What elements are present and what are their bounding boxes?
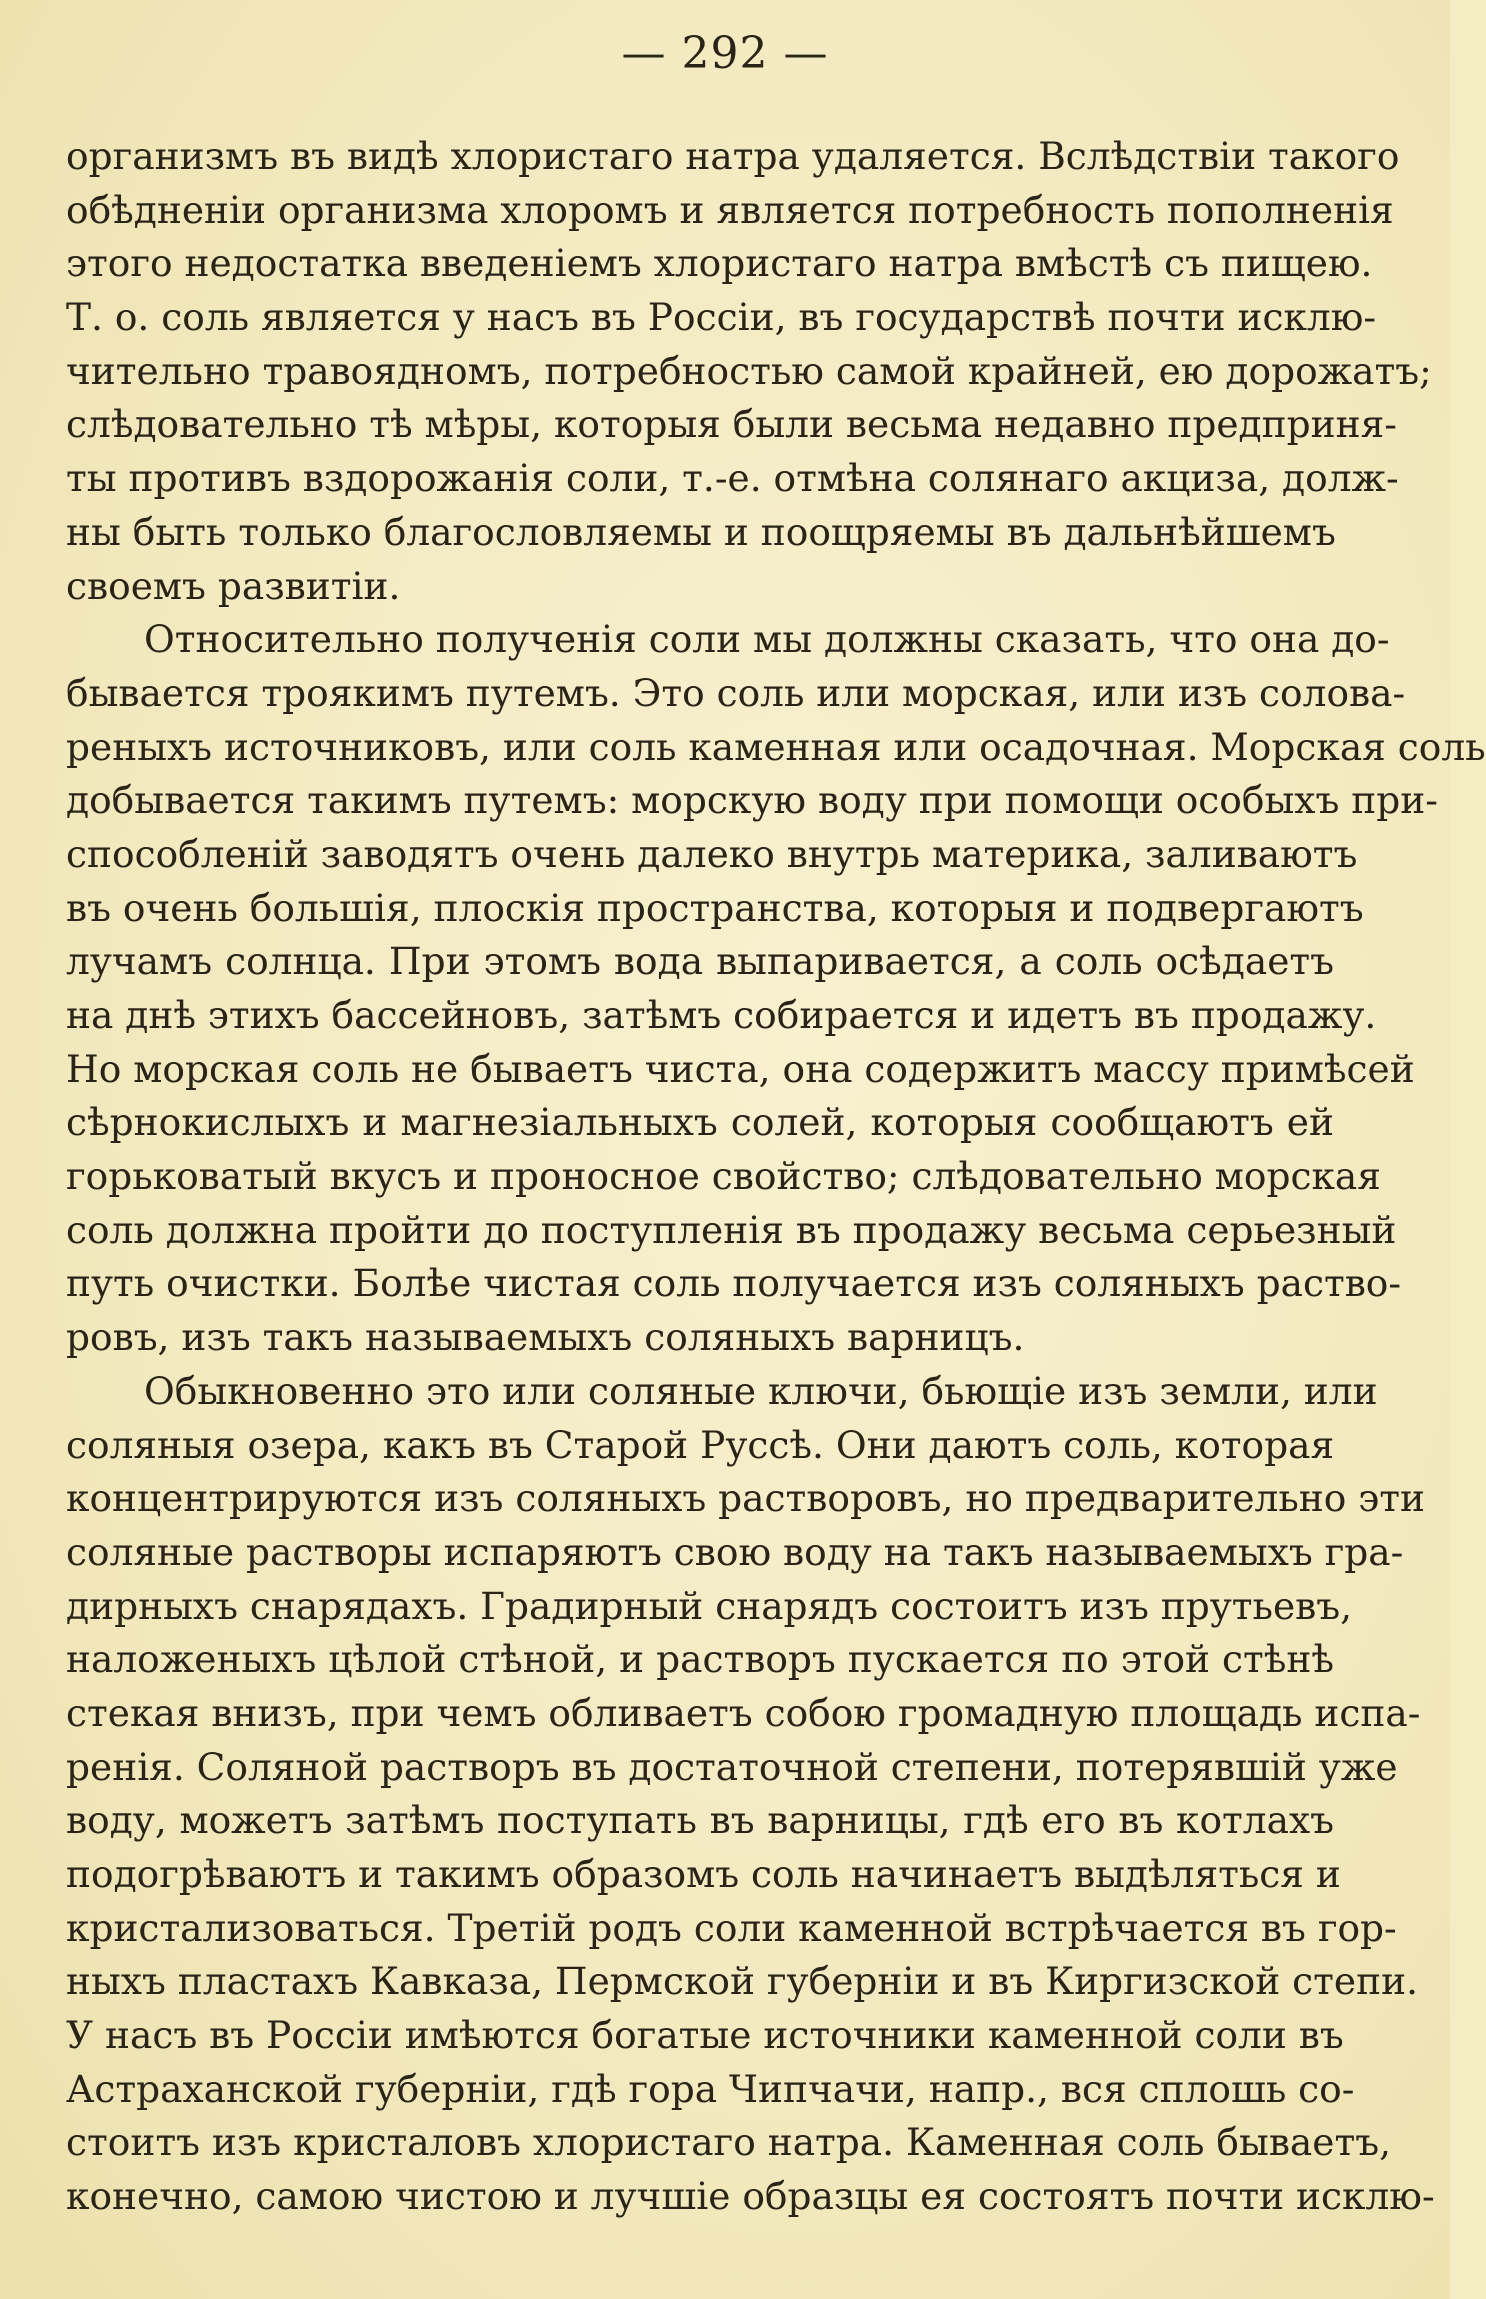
text-line: организмъ въ видѣ хлористаго натра удаляется. Вслѣдствіи такого [66, 134, 1400, 178]
text-line: стекая внизъ, при чемъ обливаетъ собою громадную площадь испа- [66, 1690, 1421, 1735]
text-line: въ очень большія, плоскія пространства, которыя и подвергаютъ [66, 885, 1364, 930]
text-line: ты противъ вздорожанія соли, т.-е. отмѣна солянаго акциза, долж- [66, 456, 1399, 501]
text-line: способленій заводятъ очень далеко внутрь материка, заливаютъ [66, 831, 1358, 876]
text-line: подогрѣваютъ и такимъ образомъ соль начинаетъ выдѣляться и [66, 1852, 1341, 1896]
text-line: лучамъ солнца. При этомъ вода выпаривается, а соль осѣдаетъ [66, 939, 1334, 984]
text-line: горьковатый вкусъ и проносное свойство; слѣдовательно морская [66, 1154, 1381, 1199]
text-line: наложеныхъ цѣлой стѣной, и растворъ пускается по этой стѣнѣ [66, 1637, 1334, 1682]
text-line: стоитъ изъ кристаловъ хлористаго натра. Каменная соль бываетъ, [66, 2120, 1392, 2165]
paragraph-first-line: Относительно полученія соли мы должны сказать, что она до- [144, 617, 1390, 662]
text-line: этого недостатка введеніемъ хлористаго натра вмѣстѣ съ пищею. [66, 241, 1373, 286]
text-line: Астраханской губерніи, гдѣ гора Чипчачи, напр., вся сплошь со- [66, 2066, 1355, 2111]
text-line: бывается троякимъ путемъ. Это соль или морская, или изъ солова- [66, 670, 1406, 715]
text-line: ренія. Соляной растворъ въ достаточной степени, потерявшій уже [66, 1744, 1398, 1789]
text-line: Но морская соль не бываетъ чиста, она содержитъ массу примѣсей [66, 1046, 1415, 1091]
text-line: своемъ развитіи. [66, 563, 401, 608]
page-number: — 292 — [621, 28, 829, 79]
text-line: дирныхъ снарядахъ. Градирный снарядъ состоитъ изъ прутьевъ, [66, 1583, 1353, 1628]
text-line: У насъ въ Россіи имѣются богатые источники каменной соли въ [66, 2013, 1344, 2058]
paragraph-first-line: Обыкновенно это или соляные ключи, бьющіе изъ земли, или [144, 1368, 1378, 1413]
text-line: воду, можетъ затѣмъ поступать въ варницы, гдѣ его въ котлахъ [66, 1798, 1334, 1843]
text-line: слѣдовательно тѣ мѣры, которыя были весьма недавно предприня- [66, 402, 1397, 447]
text-line: Т. о. соль является у насъ въ Россіи, въ государствѣ почти исклю- [66, 295, 1377, 340]
text-line: добывается такимъ путемъ: морскую воду при помощи особыхъ при- [66, 778, 1438, 823]
text-line: ны быть только благословляемы и поощряемы въ дальнѣйшемъ [66, 509, 1336, 554]
text-line: чительно травоядномъ, потребностью самой крайней, ею дорожатъ; [66, 348, 1432, 393]
text-line: конечно, самою чистою и лучшіе образцы ея состоятъ почти исклю- [66, 2174, 1435, 2219]
text-line: реныхъ источниковъ, или соль каменная или осадочная. Морская соль [66, 724, 1486, 769]
text-line: концентрируются изъ соляныхъ растворовъ, но предварительно эти [66, 1476, 1425, 1521]
text-line: ровъ, изъ такъ называемыхъ соляныхъ варницъ. [66, 1315, 1025, 1360]
text-line: ныхъ пластахъ Кавказа, Пермской губерніи и въ Киргизской степи. [66, 1959, 1418, 2004]
text-line: обѣдненіи организма хлоромъ и является потребность пополненія [66, 187, 1394, 232]
text-line: путь очистки. Болѣе чистая соль получается изъ соляныхъ раство- [66, 1261, 1402, 1306]
text-line: кристализоваться. Третій родъ соли каменной встрѣчается въ гор- [66, 1905, 1397, 1950]
body-text [66, 130, 1486, 2224]
text-line: на днѣ этихъ бассейновъ, затѣмъ собирается и идетъ въ продажу. [66, 993, 1377, 1037]
text-line: сѣрнокислыхъ и магнезіальныхъ солей, которыя сообщаютъ ей [66, 1100, 1334, 1145]
text-line: соль должна пройти до поступленія въ продажу весьма серьезный [66, 1207, 1397, 1252]
text-line: соляные растворы испаряютъ свою воду на такъ называемыхъ гра- [66, 1529, 1404, 1574]
text-line: соляныя озера, какъ въ Старой Руссѣ. Они даютъ соль, которая [66, 1422, 1335, 1467]
